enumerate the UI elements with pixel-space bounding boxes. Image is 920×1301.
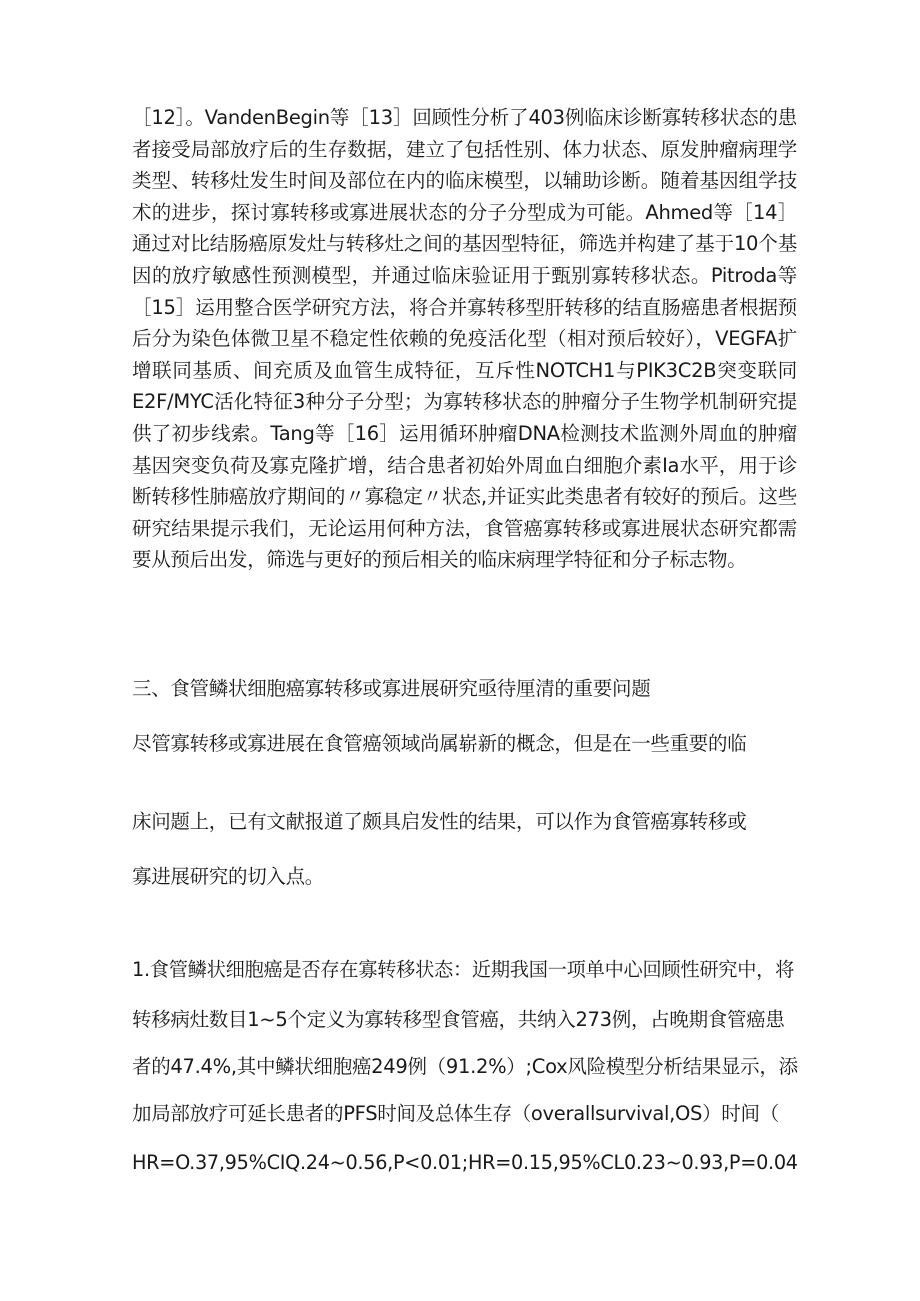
section-heading: 三、食管鳞状细胞癌寡转移或寡进展研究亟待厘清的重要问题 bbox=[132, 677, 651, 700]
item1-line: 1.食管鳞状细胞癌是否存在寡转移状态：近期我国一项单中心回顾性研究中，将 bbox=[132, 958, 795, 981]
item1-line: 者的47.4%,其中鳞状细胞癌249例（91.2%）;Cox风险模型分析结果显示，添 bbox=[132, 1055, 798, 1078]
item1-line: HR=O.37,95%CIQ.24~0.56,P<0.01;HR=0.15,95%CL0.23~0.93,P=0.04 bbox=[132, 1151, 798, 1174]
intro-line: 尽管寡转移或寡进展在食管癌领域尚属崭新的概念，但是在一些重要的临 bbox=[132, 732, 747, 755]
paragraph-oligometastasis-models: ［12］。VandenBegin等［13］回顾性分析了403例临床诊断寡转移状态的患者接受局部放疗后的生存数据，建立了包括性别、体力状态、原发肿瘤病理学类型、转移灶发生时间及部位在内的临床模型，以辅助诊断。随着基因组学技术的进步，探讨寡转移或寡进展状态的分子分型成为可能。Ahmed等［14］通过对比结肠癌原发灶与转移灶之间的基因型特征，筛选并构建了基于10个基因的放疗敏感性预测模型，并通过临床验证用于甄别寡转移状态。Pitroda等［15］运用整合医学研究方法，将合并寡转移型肝转移的结直肠癌患者根据预后分为染色体微卫星不稳定性依赖的免疫活化型（相对预后较好），VEGFA扩增联同基质、间充质及血管生成特征，互斥性NOTCH1与PIK3C2B突变联同E2F/MYC活化特征3种分子分型；为寡转移状态的肿瘤分子生物学机制研究提供了初步线索。Tang等［16］运用循环肿瘤DNA检测技术监测外周血的肿瘤基因突变负荷及寡克隆扩增，结合患者初始外周血白细胞介素Ia水平，用于诊断转移性肺癌放疗期间的〃寡稳定〃状态,并证实此类患者有较好的预后。这些研究结果提示我们，无论运用何种方法，食管癌寡转移或寡进展状态研究都需要从预后出发，筛选与更好的预后相关的临床病理学特征和分子标志物。 bbox=[132, 106, 797, 572]
intro-line: 寡进展研究的切入点。 bbox=[132, 865, 325, 888]
intro-line: 床问题上，已有文献报道了颇具启发性的结果，可以作为食管癌寡转移或 bbox=[132, 810, 747, 833]
item1-line: 加局部放疗可延长患者的PFS时间及总体生存（overallsurvival,OS）时间（ bbox=[132, 1102, 779, 1125]
item1-line: 转移病灶数目1~5个定义为寡转移型食管癌，共纳入273例，占晚期食管癌患 bbox=[132, 1008, 785, 1031]
